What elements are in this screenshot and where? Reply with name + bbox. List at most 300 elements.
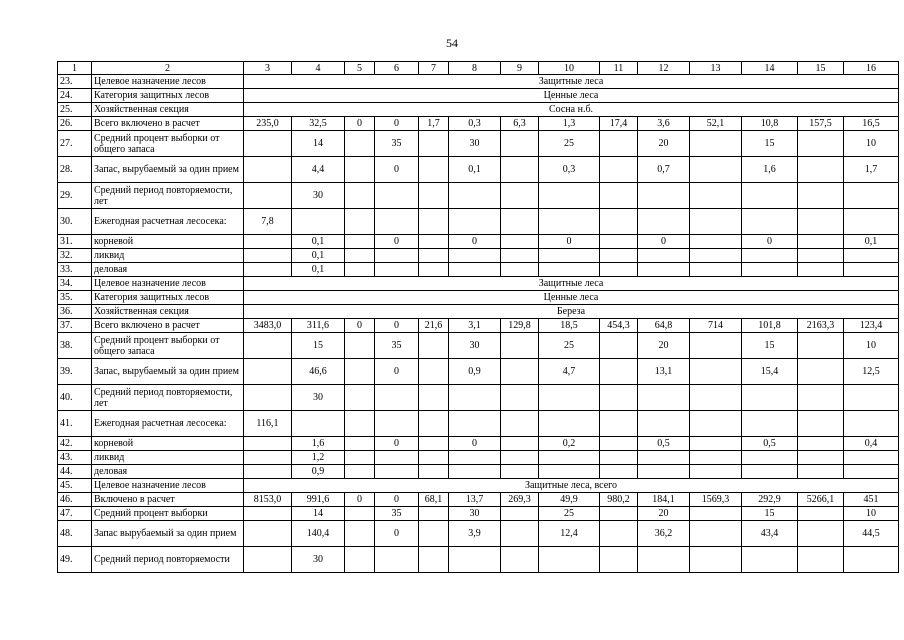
value-cell	[501, 451, 539, 465]
table-row	[58, 437, 899, 451]
value-cell: 311,6	[292, 319, 345, 333]
value-cell	[798, 183, 844, 209]
value-cell: 0,9	[449, 359, 501, 385]
value-cell	[419, 547, 449, 573]
row-number-cell: 35.	[58, 291, 92, 305]
column-number-cell: 2	[92, 62, 244, 75]
value-cell: 0	[375, 157, 419, 183]
value-cell	[419, 183, 449, 209]
value-cell	[345, 547, 375, 573]
table-row	[58, 451, 899, 465]
column-number-cell: 9	[501, 62, 539, 75]
merged-value-cell: Ценные леса	[244, 89, 899, 103]
value-cell	[798, 157, 844, 183]
value-cell	[501, 465, 539, 479]
value-cell	[742, 249, 798, 263]
value-cell	[690, 183, 742, 209]
value-cell: 44,5	[844, 521, 899, 547]
value-cell	[690, 465, 742, 479]
table-row	[58, 385, 899, 411]
row-number-cell: 36.	[58, 305, 92, 319]
value-cell: 36,2	[638, 521, 690, 547]
value-cell: 0	[345, 117, 375, 131]
value-cell: 25	[539, 507, 600, 521]
value-cell	[501, 263, 539, 277]
table-row	[58, 507, 899, 521]
value-cell	[419, 235, 449, 249]
value-cell	[600, 437, 638, 451]
value-cell	[742, 411, 798, 437]
value-cell	[244, 333, 292, 359]
value-cell	[345, 521, 375, 547]
value-cell: 3,9	[449, 521, 501, 547]
value-cell	[501, 131, 539, 157]
value-cell	[539, 411, 600, 437]
table-row	[58, 411, 899, 437]
row-number-cell: 28.	[58, 157, 92, 183]
value-cell	[690, 249, 742, 263]
value-cell	[501, 547, 539, 573]
forest-calculation-table	[57, 61, 899, 573]
value-cell	[501, 157, 539, 183]
merged-value-cell: Сосна н.б.	[244, 103, 899, 117]
row-number-cell: 27.	[58, 131, 92, 157]
value-cell	[501, 411, 539, 437]
value-cell: 30	[292, 183, 345, 209]
value-cell: 30	[449, 333, 501, 359]
column-number-cell: 16	[844, 62, 899, 75]
merged-value-cell: Береза	[244, 305, 899, 319]
value-cell	[375, 411, 419, 437]
value-cell	[798, 249, 844, 263]
value-cell	[449, 547, 501, 573]
value-cell: 10	[844, 507, 899, 521]
row-label-cell: ликвид	[92, 249, 244, 263]
value-cell	[449, 465, 501, 479]
row-number-cell: 43.	[58, 451, 92, 465]
value-cell: 10	[844, 131, 899, 157]
value-cell: 68,1	[419, 493, 449, 507]
value-cell	[449, 249, 501, 263]
value-cell: 0	[449, 235, 501, 249]
value-cell: 0,3	[539, 157, 600, 183]
value-cell	[844, 263, 899, 277]
value-cell	[742, 465, 798, 479]
row-number-cell: 42.	[58, 437, 92, 451]
value-cell: 35	[375, 131, 419, 157]
value-cell: 0	[345, 493, 375, 507]
value-cell: 52,1	[690, 117, 742, 131]
value-cell	[345, 157, 375, 183]
column-number-cell: 10	[539, 62, 600, 75]
value-cell: 15	[742, 507, 798, 521]
value-cell	[638, 183, 690, 209]
row-number-cell: 41.	[58, 411, 92, 437]
row-number-cell: 29.	[58, 183, 92, 209]
value-cell: 1,7	[419, 117, 449, 131]
value-cell	[539, 451, 600, 465]
value-cell	[798, 359, 844, 385]
table-row	[58, 319, 899, 333]
value-cell: 0	[375, 359, 419, 385]
column-number-cell: 13	[690, 62, 742, 75]
value-cell: 3,6	[638, 117, 690, 131]
value-cell	[419, 359, 449, 385]
column-number-cell: 14	[742, 62, 798, 75]
value-cell: 30	[449, 507, 501, 521]
value-cell: 184,1	[638, 493, 690, 507]
value-cell	[638, 451, 690, 465]
value-cell	[638, 465, 690, 479]
value-cell	[798, 385, 844, 411]
table-row	[58, 131, 899, 157]
value-cell: 123,4	[844, 319, 899, 333]
row-number-cell: 45.	[58, 479, 92, 493]
value-cell	[292, 411, 345, 437]
table-row	[58, 547, 899, 573]
value-cell	[798, 465, 844, 479]
column-number-cell: 15	[798, 62, 844, 75]
value-cell: 1,3	[539, 117, 600, 131]
row-label-cell: Всего включено в расчет	[92, 319, 244, 333]
value-cell: 43,4	[742, 521, 798, 547]
value-cell: 140,4	[292, 521, 345, 547]
value-cell: 0	[375, 521, 419, 547]
value-cell: 129,8	[501, 319, 539, 333]
value-cell	[345, 131, 375, 157]
value-cell: 49,9	[539, 493, 600, 507]
value-cell: 13,1	[638, 359, 690, 385]
value-cell	[419, 451, 449, 465]
column-number-cell: 1	[58, 62, 92, 75]
table-row	[58, 277, 899, 291]
value-cell: 0,1	[844, 235, 899, 249]
row-label-cell: Средний процент выборки от общего запаса	[92, 333, 244, 359]
row-label-cell: Целевое назначение лесов	[92, 75, 244, 89]
value-cell	[501, 521, 539, 547]
value-cell	[345, 451, 375, 465]
value-cell	[690, 263, 742, 277]
value-cell: 3,1	[449, 319, 501, 333]
value-cell	[419, 249, 449, 263]
value-cell: 35	[375, 333, 419, 359]
row-label-cell: Запас, вырубаемый за один прием	[92, 359, 244, 385]
value-cell: 18,5	[539, 319, 600, 333]
merged-value-cell: Защитные леса	[244, 277, 899, 291]
value-cell: 0	[345, 319, 375, 333]
table-row	[58, 183, 899, 209]
merged-value-cell: Защитные леса, всего	[244, 479, 899, 493]
value-cell: 21,6	[419, 319, 449, 333]
value-cell: 15	[292, 333, 345, 359]
value-cell	[345, 507, 375, 521]
value-cell: 116,1	[244, 411, 292, 437]
value-cell: 1,2	[292, 451, 345, 465]
value-cell: 25	[539, 333, 600, 359]
value-cell: 1,6	[292, 437, 345, 451]
value-cell	[375, 183, 419, 209]
value-cell	[345, 209, 375, 235]
row-label-cell: Запас, вырубаемый за один прием	[92, 157, 244, 183]
value-cell	[244, 263, 292, 277]
value-cell: 30	[449, 131, 501, 157]
value-cell	[449, 209, 501, 235]
value-cell: 0	[375, 493, 419, 507]
value-cell	[798, 521, 844, 547]
value-cell	[600, 451, 638, 465]
value-cell	[742, 209, 798, 235]
merged-value-cell: Ценные леса	[244, 291, 899, 305]
value-cell	[600, 263, 638, 277]
value-cell: 7,8	[244, 209, 292, 235]
row-number-cell: 26.	[58, 117, 92, 131]
row-label-cell: Ежегодная расчетная лесосека:	[92, 411, 244, 437]
row-number-cell: 47.	[58, 507, 92, 521]
value-cell: 30	[292, 547, 345, 573]
value-cell: 0	[742, 235, 798, 249]
value-cell	[844, 451, 899, 465]
value-cell: 269,3	[501, 493, 539, 507]
value-cell: 8153,0	[244, 493, 292, 507]
value-cell	[345, 249, 375, 263]
value-cell	[449, 411, 501, 437]
value-cell	[600, 157, 638, 183]
value-cell: 991,6	[292, 493, 345, 507]
value-cell	[690, 157, 742, 183]
value-cell	[798, 131, 844, 157]
value-cell	[798, 235, 844, 249]
value-cell: 25	[539, 131, 600, 157]
value-cell: 454,3	[600, 319, 638, 333]
row-label-cell: Целевое назначение лесов	[92, 479, 244, 493]
table-row	[58, 479, 899, 493]
row-label-cell: Запас вырубаемый за один прием	[92, 521, 244, 547]
value-cell: 2163,3	[798, 319, 844, 333]
value-cell	[600, 411, 638, 437]
value-cell	[244, 465, 292, 479]
value-cell	[419, 521, 449, 547]
row-number-cell: 37.	[58, 319, 92, 333]
row-label-cell: Всего включено в расчет	[92, 117, 244, 131]
row-number-cell: 39.	[58, 359, 92, 385]
value-cell	[690, 547, 742, 573]
value-cell	[345, 359, 375, 385]
table-row	[58, 521, 899, 547]
value-cell	[844, 385, 899, 411]
value-cell	[345, 411, 375, 437]
row-label-cell: деловая	[92, 465, 244, 479]
value-cell	[419, 507, 449, 521]
row-label-cell: Средний процент выборки от общего запаса	[92, 131, 244, 157]
value-cell	[690, 359, 742, 385]
value-cell	[742, 451, 798, 465]
value-cell: 4,4	[292, 157, 345, 183]
value-cell	[844, 183, 899, 209]
value-cell	[638, 209, 690, 235]
value-cell	[600, 183, 638, 209]
table-row	[58, 75, 899, 89]
value-cell	[244, 437, 292, 451]
value-cell	[690, 451, 742, 465]
value-cell: 157,5	[798, 117, 844, 131]
value-cell	[449, 385, 501, 411]
column-number-cell: 6	[375, 62, 419, 75]
row-number-cell: 31.	[58, 235, 92, 249]
value-cell	[244, 131, 292, 157]
row-number-cell: 38.	[58, 333, 92, 359]
value-cell	[375, 465, 419, 479]
value-cell: 12,5	[844, 359, 899, 385]
value-cell	[690, 209, 742, 235]
value-cell	[501, 385, 539, 411]
column-number-cell: 11	[600, 62, 638, 75]
table-row	[58, 305, 899, 319]
page-number: 54	[446, 36, 458, 50]
row-number-cell: 32.	[58, 249, 92, 263]
value-cell	[419, 385, 449, 411]
value-cell: 13,7	[449, 493, 501, 507]
row-number-cell: 34.	[58, 277, 92, 291]
value-cell: 0	[375, 235, 419, 249]
value-cell: 15	[742, 333, 798, 359]
value-cell: 10,8	[742, 117, 798, 131]
value-cell	[798, 209, 844, 235]
value-cell	[690, 131, 742, 157]
table-header-row	[58, 62, 899, 75]
row-label-cell: Хозяйственная секция	[92, 305, 244, 319]
row-number-cell: 44.	[58, 465, 92, 479]
row-label-cell: Средний период повторяемости, лет	[92, 385, 244, 411]
value-cell	[501, 209, 539, 235]
value-cell	[244, 183, 292, 209]
value-cell	[375, 263, 419, 277]
value-cell	[600, 249, 638, 263]
value-cell	[638, 385, 690, 411]
value-cell	[345, 235, 375, 249]
value-cell: 5266,1	[798, 493, 844, 507]
value-cell: 101,8	[742, 319, 798, 333]
value-cell: 15	[742, 131, 798, 157]
value-cell: 12,4	[539, 521, 600, 547]
value-cell	[638, 547, 690, 573]
value-cell	[345, 465, 375, 479]
value-cell	[375, 451, 419, 465]
value-cell: 14	[292, 131, 345, 157]
value-cell: 16,5	[844, 117, 899, 131]
value-cell: 0,1	[292, 263, 345, 277]
value-cell: 1,7	[844, 157, 899, 183]
row-label-cell: Целевое назначение лесов	[92, 277, 244, 291]
row-label-cell: Средний период повторяемости	[92, 547, 244, 573]
value-cell	[244, 249, 292, 263]
value-cell	[690, 411, 742, 437]
value-cell	[539, 263, 600, 277]
table-row	[58, 235, 899, 249]
table-row	[58, 465, 899, 479]
value-cell	[292, 209, 345, 235]
row-label-cell: Хозяйственная секция	[92, 103, 244, 117]
value-cell: 1,6	[742, 157, 798, 183]
table-row	[58, 291, 899, 305]
table-row	[58, 117, 899, 131]
value-cell	[844, 209, 899, 235]
value-cell	[742, 263, 798, 277]
table-row	[58, 249, 899, 263]
merged-value-cell: Защитные леса	[244, 75, 899, 89]
value-cell	[449, 451, 501, 465]
value-cell: 32,5	[292, 117, 345, 131]
value-cell	[419, 411, 449, 437]
value-cell	[690, 437, 742, 451]
value-cell: 0,3	[449, 117, 501, 131]
value-cell	[244, 235, 292, 249]
value-cell	[449, 183, 501, 209]
value-cell	[345, 437, 375, 451]
value-cell	[244, 385, 292, 411]
value-cell: 15,4	[742, 359, 798, 385]
value-cell	[690, 521, 742, 547]
row-number-cell: 49.	[58, 547, 92, 573]
value-cell	[742, 385, 798, 411]
value-cell	[600, 465, 638, 479]
table-row	[58, 493, 899, 507]
value-cell: 46,6	[292, 359, 345, 385]
value-cell	[501, 183, 539, 209]
row-label-cell: корневой	[92, 437, 244, 451]
value-cell	[244, 451, 292, 465]
value-cell	[375, 547, 419, 573]
row-label-cell: Категория защитных лесов	[92, 89, 244, 103]
value-cell	[244, 521, 292, 547]
value-cell	[742, 547, 798, 573]
value-cell: 0	[449, 437, 501, 451]
row-number-cell: 33.	[58, 263, 92, 277]
value-cell	[600, 521, 638, 547]
value-cell	[449, 263, 501, 277]
row-label-cell: Средний период повторяемости, лет	[92, 183, 244, 209]
value-cell: 35	[375, 507, 419, 521]
value-cell	[798, 411, 844, 437]
value-cell	[539, 547, 600, 573]
value-cell	[419, 131, 449, 157]
value-cell	[501, 249, 539, 263]
value-cell	[690, 235, 742, 249]
value-cell: 0,5	[638, 437, 690, 451]
column-number-cell: 5	[345, 62, 375, 75]
value-cell	[419, 437, 449, 451]
row-number-cell: 46.	[58, 493, 92, 507]
value-cell: 20	[638, 131, 690, 157]
value-cell: 14	[292, 507, 345, 521]
value-cell	[419, 465, 449, 479]
value-cell: 0,4	[844, 437, 899, 451]
row-label-cell: ликвид	[92, 451, 244, 465]
row-label-cell: Ежегодная расчетная лесосека:	[92, 209, 244, 235]
value-cell: 0	[375, 319, 419, 333]
value-cell	[501, 333, 539, 359]
value-cell	[600, 333, 638, 359]
row-label-cell: деловая	[92, 263, 244, 277]
column-number-cell: 8	[449, 62, 501, 75]
value-cell: 0,5	[742, 437, 798, 451]
value-cell	[539, 249, 600, 263]
value-cell: 20	[638, 333, 690, 359]
row-label-cell: корневой	[92, 235, 244, 249]
value-cell: 30	[292, 385, 345, 411]
value-cell: 1569,3	[690, 493, 742, 507]
row-label-cell: Средний процент выборки	[92, 507, 244, 521]
value-cell: 0,1	[292, 235, 345, 249]
